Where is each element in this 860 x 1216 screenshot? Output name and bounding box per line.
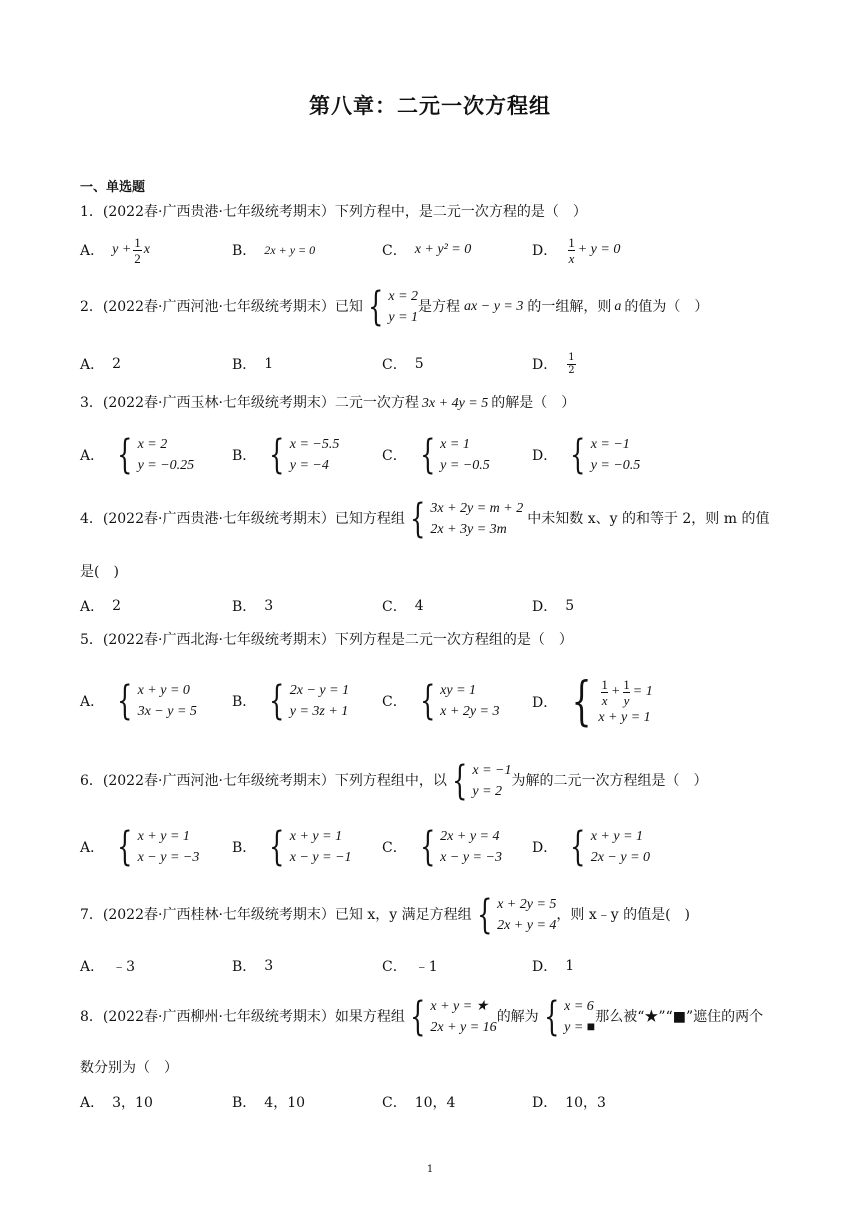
q6-option-b-label: B． <box>232 840 257 856</box>
q6-option-a-label: A． <box>80 840 105 856</box>
section-heading: 一、单选题 <box>80 180 146 195</box>
q5-option-d-label: D． <box>532 695 558 711</box>
q5-option-a[interactable] <box>80 678 197 724</box>
q2-option-c-value: 5 <box>414 356 424 372</box>
q2-d-numerator: 1 <box>568 351 575 363</box>
question-8-stem <box>80 994 763 1040</box>
q5-d-row-2: x + y = 1 <box>598 709 651 725</box>
page-number: 1 <box>426 1164 434 1175</box>
q6-d-row-2: 2x − y = 0 <box>590 850 651 865</box>
q3-equation: 3x + 4y = 5 <box>421 396 489 411</box>
q6-a-brace: { <box>117 824 133 870</box>
q4-system-row-2: 2x + 3y = 3m <box>430 522 507 537</box>
q6-stem-post: 为解的二元一次方程组是（ ） <box>511 773 708 789</box>
q4-system-row-1: 3x + 2y = m + 2 <box>430 501 524 516</box>
q7-option-c[interactable] <box>382 946 438 986</box>
q6-brace: { <box>451 758 468 804</box>
q5-a-row-2: 3x − y = 5 <box>137 704 197 719</box>
chapter-title: 第八章：二元一次方程组 <box>309 94 551 118</box>
q1-option-d[interactable] <box>532 230 620 270</box>
question-4-options <box>80 586 800 626</box>
q8-system-row-2: 2x + y = 16 <box>430 1020 497 1035</box>
question-8-stem-continued: 数分别为（ ） <box>80 1060 178 1076</box>
q3-a-brace: { <box>117 432 133 478</box>
question-7-options <box>80 946 800 986</box>
q7-option-a[interactable] <box>80 946 135 986</box>
q8-stem-mid: 的解为 <box>496 1009 539 1025</box>
q8-option-a[interactable] <box>80 1082 153 1122</box>
q5-a-row-1: x + y = 0 <box>137 683 190 698</box>
q8-solution-row-1: x = 6 <box>564 999 594 1014</box>
q3-d-row-2: y = −0.5 <box>590 458 641 473</box>
question-5-options <box>80 672 800 732</box>
q5-d-plus: + <box>610 684 621 699</box>
question-3-stem <box>80 393 575 414</box>
q3-a-row-1: x = 2 <box>137 437 168 452</box>
question-8-options <box>80 1082 800 1122</box>
q8-option-c-label: C． <box>382 1095 407 1111</box>
q1-d-denominator: x <box>568 250 575 266</box>
q3-option-a-label: A． <box>80 448 105 464</box>
q8-solution-brace: { <box>543 994 560 1040</box>
q5-option-a-label: A． <box>80 694 105 710</box>
q1-a-denominator: 2 <box>134 250 141 266</box>
q4-option-b-label: B． <box>232 599 257 615</box>
q5-d-den-1: x <box>601 692 608 708</box>
q5-d-brace: { <box>571 672 592 732</box>
question-2-stem <box>80 284 708 330</box>
q6-a-row-1: x + y = 1 <box>137 829 190 844</box>
q4-option-a[interactable] <box>80 586 121 626</box>
q3-stem-pre: 3．(2022春·广西玉林·七年级统考期末）二元一次方程 <box>80 395 419 411</box>
q4-stem-pre: 4．(2022春·广西贵港·七年级统考期末）已知方程组 <box>80 511 405 527</box>
q4-option-b-value: 3 <box>264 598 274 614</box>
q1-option-b-label: B． <box>232 243 257 259</box>
q6-b-row-1: x + y = 1 <box>289 829 343 844</box>
q3-b-row-1: x = −5.5 <box>289 437 340 452</box>
q1-option-a[interactable] <box>80 230 150 270</box>
q3-d-row-1: x = −1 <box>590 437 630 452</box>
q1-option-c[interactable] <box>382 230 471 270</box>
q5-c-row-2: x + 2y = 3 <box>440 704 500 719</box>
q4-option-c-label: C． <box>382 599 407 615</box>
q1-option-a-pre: y + <box>112 242 132 257</box>
q8-system-row-1: x + y = ★ <box>430 999 489 1014</box>
q3-stem-post: 的解是（ ） <box>491 395 576 411</box>
q4-option-c-value: 4 <box>414 598 424 614</box>
question-3-options <box>80 432 800 478</box>
q5-b-brace: { <box>269 678 285 724</box>
q6-c-brace: { <box>419 824 436 870</box>
q2-system-row-2: y = 1 <box>388 310 419 325</box>
question-1-options <box>80 230 800 270</box>
q8-option-c[interactable] <box>382 1082 455 1122</box>
q5-d-num-2: 1 <box>623 676 630 692</box>
q2-option-a-label: A． <box>80 357 105 373</box>
q1-option-a-label: A． <box>80 243 105 259</box>
q3-option-c[interactable] <box>382 432 490 478</box>
q4-option-c[interactable] <box>382 586 424 626</box>
q5-c-row-1: xy = 1 <box>440 683 477 698</box>
question-5-stem: 5．(2022春·广西北海·七年级统考期末）下列方程是二元一次方程组的是（ ） <box>80 632 573 648</box>
q4-option-a-label: A． <box>80 599 105 615</box>
q4-option-d-value: 5 <box>565 598 575 614</box>
question-7-stem <box>80 892 690 938</box>
q8-option-d[interactable] <box>532 1082 606 1122</box>
q4-option-d[interactable] <box>532 586 574 626</box>
q2-option-b-label: B． <box>232 357 257 373</box>
q7-stem-post: ，则 x﹣y 的值是( ) <box>556 907 691 923</box>
q3-b-brace: { <box>269 432 285 478</box>
q8-brace: { <box>409 994 426 1040</box>
q5-option-b-label: B． <box>232 694 257 710</box>
q6-d-row-1: x + y = 1 <box>590 829 644 844</box>
q6-option-d[interactable] <box>532 824 650 870</box>
q6-b-brace: { <box>269 824 285 870</box>
question-4-stem-continued: 是( ) <box>80 564 119 580</box>
q6-b-row-2: x − y = −1 <box>289 850 352 865</box>
q5-d-den-2: y <box>623 692 630 708</box>
q1-option-d-label: D． <box>532 243 558 259</box>
q8-option-d-value: 10，3 <box>565 1095 606 1111</box>
q1-option-b-expr: 2x + y = 0 <box>264 242 316 257</box>
q7-option-a-value: ﹣3 <box>112 959 136 975</box>
q8-stem-post: 那么被“★”“■”遮住的两个 <box>595 1009 764 1025</box>
q2-stem-pre: 2．(2022春·广西河池·七年级统考期末）已知 <box>80 299 363 315</box>
q8-option-d-label: D． <box>532 1095 558 1111</box>
q7-option-b-value: 3 <box>264 958 274 974</box>
q1-d-numerator: 1 <box>568 234 575 250</box>
q6-c-row-1: 2x + y = 4 <box>440 829 500 844</box>
q7-option-a-label: A． <box>80 959 105 975</box>
q6-c-row-2: x − y = −3 <box>440 850 502 865</box>
q8-solution-row-2: y = ■ <box>564 1020 596 1035</box>
q6-a-row-2: x − y = −3 <box>137 850 200 865</box>
q2-option-a[interactable] <box>80 344 121 384</box>
q7-system-row-1: x + 2y = 5 <box>497 897 557 912</box>
q7-system-row-2: 2x + y = 4 <box>497 918 557 933</box>
q4-stem-post: 中未知数 x、y 的和等于 2，则 m 的值 <box>527 511 770 527</box>
q1-option-a-fraction <box>133 235 142 266</box>
q3-c-row-1: x = 1 <box>440 437 470 452</box>
q2-system <box>363 286 418 328</box>
q6-stem-pre: 6．(2022春·广西河池·七年级统考期末）下列方程组中，以 <box>80 773 447 789</box>
question-4-stem <box>80 496 770 542</box>
q1-option-b[interactable] <box>232 230 315 270</box>
q1-option-d-fraction <box>567 235 576 266</box>
q6-option-d-label: D． <box>532 840 558 856</box>
q5-d-eq: = 1 <box>632 684 653 699</box>
q8-option-b-value: 4，10 <box>264 1095 306 1111</box>
q8-option-c-value: 10，4 <box>414 1095 456 1111</box>
q8-stem-pre: 8．(2022春·广西柳州·七年级统考期末）如果方程组 <box>80 1009 405 1025</box>
q5-d-num-1: 1 <box>601 676 608 692</box>
q3-option-c-label: C． <box>382 448 407 464</box>
q2-option-c[interactable] <box>382 344 424 384</box>
q3-c-brace: { <box>419 432 436 478</box>
q3-a-row-2: y = −0.25 <box>137 458 195 473</box>
q6-system-row-2: y = 2 <box>472 784 503 799</box>
q3-option-d[interactable] <box>532 432 640 478</box>
q8-option-b[interactable] <box>232 1082 305 1122</box>
q3-option-b[interactable] <box>232 432 339 478</box>
question-2-options <box>80 344 800 384</box>
q2-option-d-label: D． <box>532 357 558 373</box>
q5-option-d[interactable] <box>532 674 653 730</box>
q1-option-c-label: C． <box>382 243 407 259</box>
q2-option-b[interactable] <box>232 344 273 384</box>
q1-option-c-expr: x + y² = 0 <box>414 242 472 257</box>
q2-option-a-value: 2 <box>112 356 122 372</box>
q8-option-b-label: B． <box>232 1095 257 1111</box>
q2-option-d-fraction <box>567 352 575 377</box>
q6-option-c[interactable] <box>382 824 502 870</box>
q2-system-row-1: x = 2 <box>388 289 419 304</box>
q3-d-brace: { <box>570 432 586 478</box>
q1-option-a-post: x <box>143 242 151 257</box>
q6-d-brace: { <box>570 824 586 870</box>
q2-equation: ax − y = 3 <box>464 299 524 314</box>
q6-option-c-label: C． <box>382 840 407 856</box>
question-1-stem: 1．(2022春·广西贵港·七年级统考期末）下列方程中，是二元一次方程的是（ ） <box>80 204 587 220</box>
q3-option-a[interactable] <box>80 432 194 478</box>
q7-option-b[interactable] <box>232 946 273 986</box>
q8-option-a-value: 3，10 <box>112 1095 153 1111</box>
q5-option-c[interactable] <box>382 678 500 724</box>
q2-stem-post: 的一组解，则 <box>527 299 612 315</box>
q7-option-d-value: 1 <box>565 958 575 974</box>
question-6-stem <box>80 758 707 804</box>
q3-option-d-label: D． <box>532 448 558 464</box>
q3-b-row-2: y = −4 <box>289 458 329 473</box>
question-6-options <box>80 824 800 870</box>
q5-option-c-label: C． <box>382 694 407 710</box>
q7-option-d[interactable] <box>532 946 574 986</box>
q2-variable: a <box>614 299 622 314</box>
q4-option-d-label: D． <box>532 599 558 615</box>
q5-option-b[interactable] <box>232 678 349 724</box>
q4-option-a-value: 2 <box>112 598 122 614</box>
q4-option-b[interactable] <box>232 586 273 626</box>
q5-a-brace: { <box>117 678 133 724</box>
q6-option-a[interactable] <box>80 824 199 870</box>
q2-stem-end: 的值为（ ） <box>624 299 709 315</box>
q7-option-b-label: B． <box>232 959 257 975</box>
q2-option-c-label: C． <box>382 357 407 373</box>
q5-b-row-2: y = 3z + 1 <box>289 704 349 719</box>
q6-option-b[interactable] <box>232 824 352 870</box>
q3-c-row-2: y = −0.5 <box>440 458 490 473</box>
q6-system-row-1: x = −1 <box>472 763 512 778</box>
q1-option-d-post: + y = 0 <box>577 242 621 257</box>
q5-d-row-1 <box>598 677 652 708</box>
q8-option-a-label: A． <box>80 1095 105 1111</box>
q7-brace: { <box>476 892 492 938</box>
q2-brace: { <box>367 284 384 330</box>
q5-b-row-1: 2x − y = 1 <box>289 683 350 698</box>
q7-option-c-label: C． <box>382 959 407 975</box>
q5-c-brace: { <box>419 678 436 724</box>
q3-option-b-label: B． <box>232 448 257 464</box>
q7-option-c-value: ﹣1 <box>414 959 438 975</box>
q2-stem-mid: 是方程 <box>418 299 461 315</box>
q1-a-numerator: 1 <box>134 234 141 250</box>
q2-option-b-value: 1 <box>264 356 274 372</box>
q2-option-d[interactable] <box>532 344 578 384</box>
q7-stem-pre: 7．(2022春·广西桂林·七年级统考期末）已知 x，y 满足方程组 <box>80 907 472 923</box>
q4-brace: { <box>409 496 426 542</box>
q2-d-denominator: 2 <box>568 364 575 376</box>
q7-option-d-label: D． <box>532 959 558 975</box>
